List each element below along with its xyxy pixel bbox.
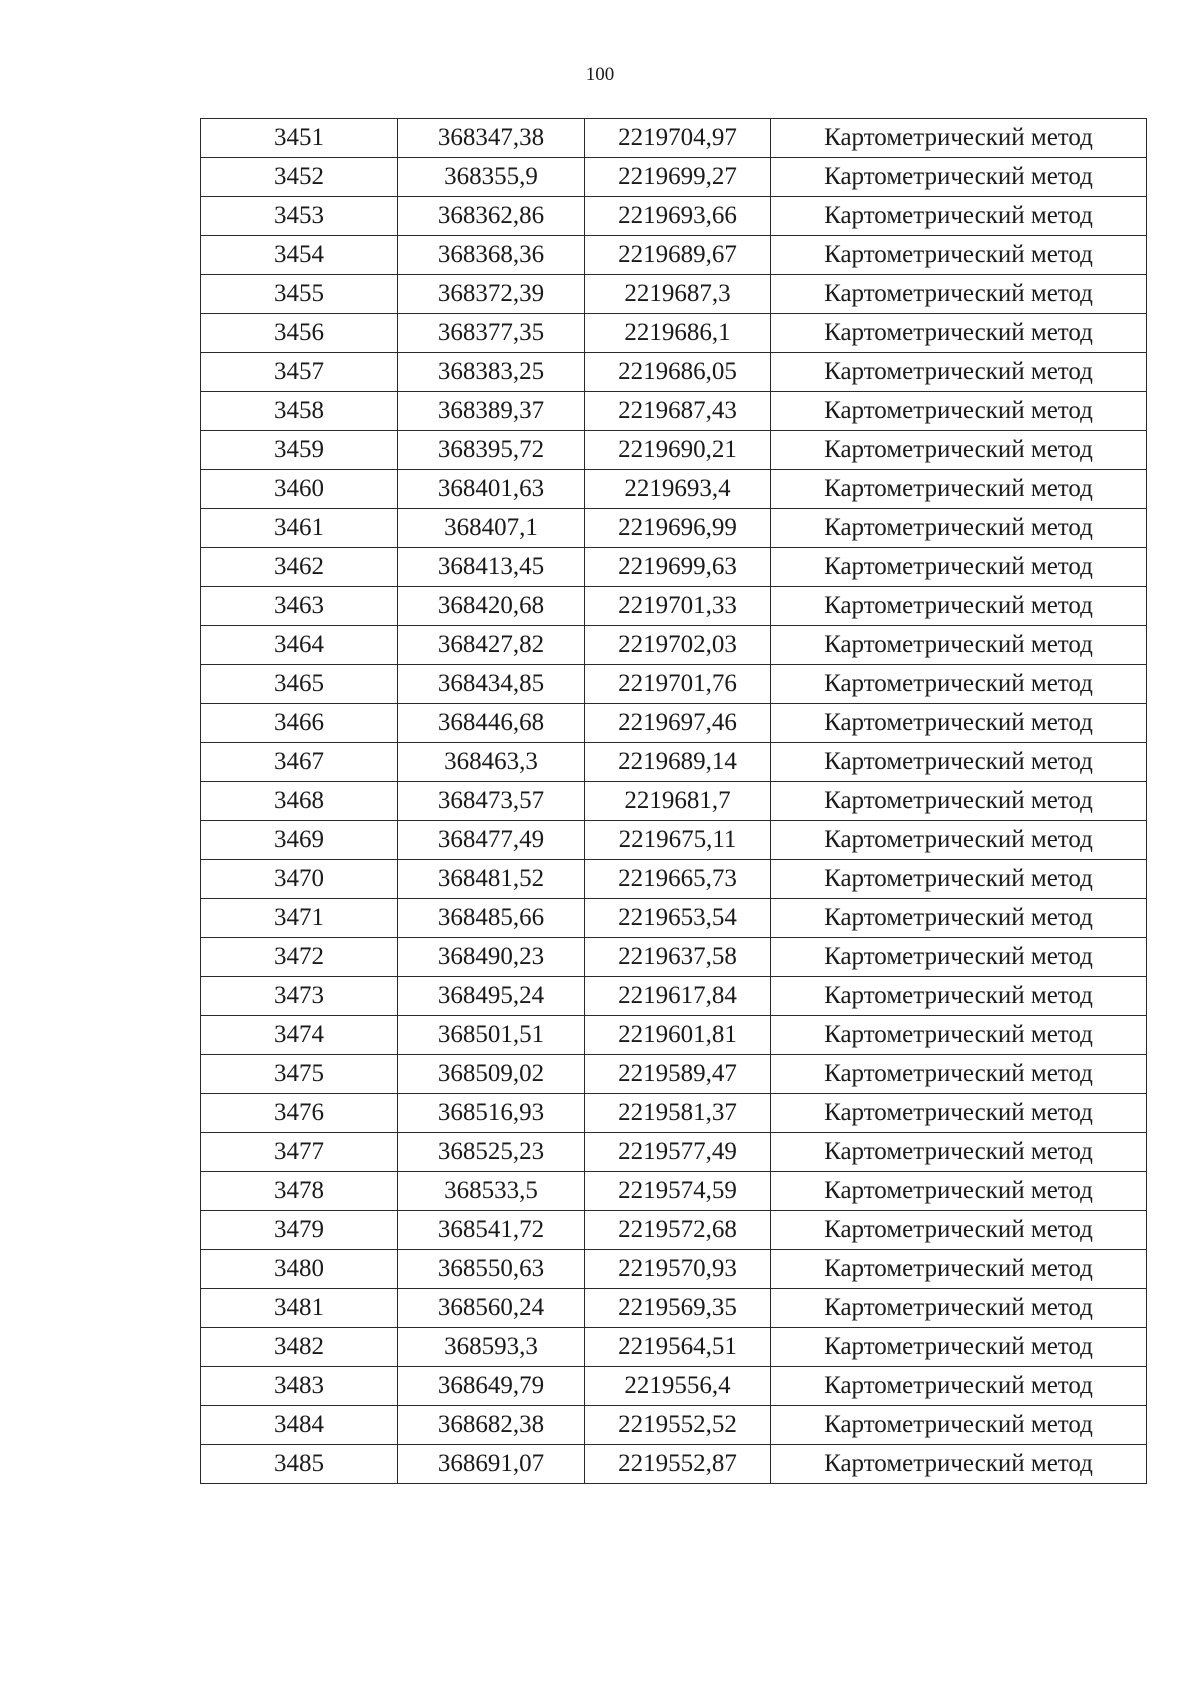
table-row xyxy=(201,353,1147,392)
x-coordinate-cell: 368362,86 xyxy=(398,197,585,236)
method-cell: Картометрический метод xyxy=(771,392,1147,431)
method-cell: Картометрический метод xyxy=(771,353,1147,392)
method-cell: Картометрический метод xyxy=(771,1328,1147,1367)
x-coordinate-cell: 368368,36 xyxy=(398,236,585,275)
y-coordinate-cell: 2219569,35 xyxy=(585,1289,771,1328)
table-row xyxy=(201,470,1147,509)
y-coordinate-cell: 2219697,46 xyxy=(585,704,771,743)
y-coordinate-cell: 2219653,54 xyxy=(585,899,771,938)
y-coordinate-cell: 2219552,52 xyxy=(585,1406,771,1445)
method-cell: Картометрический метод xyxy=(771,236,1147,275)
point-number-cell: 3462 xyxy=(201,548,398,587)
x-coordinate-cell: 368477,49 xyxy=(398,821,585,860)
x-coordinate-cell: 368541,72 xyxy=(398,1211,585,1250)
y-coordinate-cell: 2219675,11 xyxy=(585,821,771,860)
point-number-cell: 3471 xyxy=(201,899,398,938)
point-number-cell: 3469 xyxy=(201,821,398,860)
method-cell: Картометрический метод xyxy=(771,119,1147,158)
y-coordinate-cell: 2219581,37 xyxy=(585,1094,771,1133)
point-number-cell: 3477 xyxy=(201,1133,398,1172)
method-cell: Картометрический метод xyxy=(771,1094,1147,1133)
x-coordinate-cell: 368473,57 xyxy=(398,782,585,821)
point-number-cell: 3466 xyxy=(201,704,398,743)
table-row xyxy=(201,587,1147,626)
y-coordinate-cell: 2219617,84 xyxy=(585,977,771,1016)
point-number-cell: 3480 xyxy=(201,1250,398,1289)
table-row xyxy=(201,392,1147,431)
method-cell: Картометрический метод xyxy=(771,1055,1147,1094)
point-number-cell: 3461 xyxy=(201,509,398,548)
method-cell: Картометрический метод xyxy=(771,821,1147,860)
table-row xyxy=(201,782,1147,821)
table-row xyxy=(201,431,1147,470)
y-coordinate-cell: 2219589,47 xyxy=(585,1055,771,1094)
x-coordinate-cell: 368401,63 xyxy=(398,470,585,509)
table-row xyxy=(201,509,1147,548)
x-coordinate-cell: 368485,66 xyxy=(398,899,585,938)
point-number-cell: 3463 xyxy=(201,587,398,626)
point-number-cell: 3474 xyxy=(201,1016,398,1055)
method-cell: Картометрический метод xyxy=(771,314,1147,353)
method-cell: Картометрический метод xyxy=(771,938,1147,977)
x-coordinate-cell: 368550,63 xyxy=(398,1250,585,1289)
method-cell: Картометрический метод xyxy=(771,860,1147,899)
method-cell: Картометрический метод xyxy=(771,1133,1147,1172)
table-row xyxy=(201,977,1147,1016)
x-coordinate-cell: 368525,23 xyxy=(398,1133,585,1172)
method-cell: Картометрический метод xyxy=(771,743,1147,782)
point-number-cell: 3452 xyxy=(201,158,398,197)
x-coordinate-cell: 368434,85 xyxy=(398,665,585,704)
point-number-cell: 3458 xyxy=(201,392,398,431)
method-cell: Картометрический метод xyxy=(771,275,1147,314)
point-number-cell: 3479 xyxy=(201,1211,398,1250)
y-coordinate-cell: 2219704,97 xyxy=(585,119,771,158)
point-number-cell: 3483 xyxy=(201,1367,398,1406)
point-number-cell: 3482 xyxy=(201,1328,398,1367)
y-coordinate-cell: 2219681,7 xyxy=(585,782,771,821)
table-row xyxy=(201,665,1147,704)
y-coordinate-cell: 2219572,68 xyxy=(585,1211,771,1250)
x-coordinate-cell: 368355,9 xyxy=(398,158,585,197)
y-coordinate-cell: 2219686,1 xyxy=(585,314,771,353)
y-coordinate-cell: 2219699,63 xyxy=(585,548,771,587)
x-coordinate-cell: 368509,02 xyxy=(398,1055,585,1094)
point-number-cell: 3484 xyxy=(201,1406,398,1445)
method-cell: Картометрический метод xyxy=(771,470,1147,509)
point-number-cell: 3476 xyxy=(201,1094,398,1133)
x-coordinate-cell: 368395,72 xyxy=(398,431,585,470)
table-row xyxy=(201,314,1147,353)
table-row xyxy=(201,1250,1147,1289)
coordinates-table-body xyxy=(201,119,1147,1484)
y-coordinate-cell: 2219637,58 xyxy=(585,938,771,977)
x-coordinate-cell: 368490,23 xyxy=(398,938,585,977)
method-cell: Картометрический метод xyxy=(771,899,1147,938)
point-number-cell: 3457 xyxy=(201,353,398,392)
point-number-cell: 3456 xyxy=(201,314,398,353)
method-cell: Картометрический метод xyxy=(771,1250,1147,1289)
method-cell: Картометрический метод xyxy=(771,587,1147,626)
x-coordinate-cell: 368407,1 xyxy=(398,509,585,548)
x-coordinate-cell: 368495,24 xyxy=(398,977,585,1016)
point-number-cell: 3473 xyxy=(201,977,398,1016)
table-row xyxy=(201,1406,1147,1445)
point-number-cell: 3475 xyxy=(201,1055,398,1094)
point-number-cell: 3453 xyxy=(201,197,398,236)
point-number-cell: 3468 xyxy=(201,782,398,821)
point-number-cell: 3467 xyxy=(201,743,398,782)
method-cell: Картометрический метод xyxy=(771,197,1147,236)
table-row xyxy=(201,1328,1147,1367)
table-row xyxy=(201,1094,1147,1133)
y-coordinate-cell: 2219574,59 xyxy=(585,1172,771,1211)
table-row xyxy=(201,1367,1147,1406)
method-cell: Картометрический метод xyxy=(771,977,1147,1016)
x-coordinate-cell: 368691,07 xyxy=(398,1445,585,1484)
y-coordinate-cell: 2219696,99 xyxy=(585,509,771,548)
table-row xyxy=(201,197,1147,236)
x-coordinate-cell: 368501,51 xyxy=(398,1016,585,1055)
x-coordinate-cell: 368481,52 xyxy=(398,860,585,899)
y-coordinate-cell: 2219687,43 xyxy=(585,392,771,431)
y-coordinate-cell: 2219693,4 xyxy=(585,470,771,509)
x-coordinate-cell: 368516,93 xyxy=(398,1094,585,1133)
x-coordinate-cell: 368372,39 xyxy=(398,275,585,314)
method-cell: Картометрический метод xyxy=(771,782,1147,821)
x-coordinate-cell: 368383,25 xyxy=(398,353,585,392)
y-coordinate-cell: 2219689,67 xyxy=(585,236,771,275)
point-number-cell: 3455 xyxy=(201,275,398,314)
y-coordinate-cell: 2219665,73 xyxy=(585,860,771,899)
method-cell: Картометрический метод xyxy=(771,1016,1147,1055)
y-coordinate-cell: 2219552,87 xyxy=(585,1445,771,1484)
point-number-cell: 3470 xyxy=(201,860,398,899)
point-number-cell: 3464 xyxy=(201,626,398,665)
table-row xyxy=(201,158,1147,197)
y-coordinate-cell: 2219689,14 xyxy=(585,743,771,782)
coordinates-table xyxy=(200,118,1147,1484)
method-cell: Картометрический метод xyxy=(771,626,1147,665)
table-row xyxy=(201,1445,1147,1484)
x-coordinate-cell: 368533,5 xyxy=(398,1172,585,1211)
method-cell: Картометрический метод xyxy=(771,704,1147,743)
y-coordinate-cell: 2219690,21 xyxy=(585,431,771,470)
point-number-cell: 3454 xyxy=(201,236,398,275)
y-coordinate-cell: 2219702,03 xyxy=(585,626,771,665)
table-row xyxy=(201,1133,1147,1172)
y-coordinate-cell: 2219687,3 xyxy=(585,275,771,314)
x-coordinate-cell: 368347,38 xyxy=(398,119,585,158)
x-coordinate-cell: 368560,24 xyxy=(398,1289,585,1328)
point-number-cell: 3485 xyxy=(201,1445,398,1484)
x-coordinate-cell: 368682,38 xyxy=(398,1406,585,1445)
table-row xyxy=(201,899,1147,938)
point-number-cell: 3451 xyxy=(201,119,398,158)
x-coordinate-cell: 368389,37 xyxy=(398,392,585,431)
table-row xyxy=(201,821,1147,860)
table-row xyxy=(201,1172,1147,1211)
table-row xyxy=(201,119,1147,158)
x-coordinate-cell: 368420,68 xyxy=(398,587,585,626)
method-cell: Картометрический метод xyxy=(771,1445,1147,1484)
table-row xyxy=(201,743,1147,782)
x-coordinate-cell: 368593,3 xyxy=(398,1328,585,1367)
y-coordinate-cell: 2219701,33 xyxy=(585,587,771,626)
y-coordinate-cell: 2219556,4 xyxy=(585,1367,771,1406)
y-coordinate-cell: 2219577,49 xyxy=(585,1133,771,1172)
method-cell: Картометрический метод xyxy=(771,1289,1147,1328)
x-coordinate-cell: 368446,68 xyxy=(398,704,585,743)
y-coordinate-cell: 2219693,66 xyxy=(585,197,771,236)
table-row xyxy=(201,1211,1147,1250)
method-cell: Картометрический метод xyxy=(771,1211,1147,1250)
point-number-cell: 3481 xyxy=(201,1289,398,1328)
table-row xyxy=(201,860,1147,899)
method-cell: Картометрический метод xyxy=(771,1172,1147,1211)
y-coordinate-cell: 2219564,51 xyxy=(585,1328,771,1367)
point-number-cell: 3465 xyxy=(201,665,398,704)
table-row xyxy=(201,275,1147,314)
y-coordinate-cell: 2219699,27 xyxy=(585,158,771,197)
method-cell: Картометрический метод xyxy=(771,509,1147,548)
table-row xyxy=(201,236,1147,275)
x-coordinate-cell: 368463,3 xyxy=(398,743,585,782)
method-cell: Картометрический метод xyxy=(771,158,1147,197)
table-row xyxy=(201,548,1147,587)
point-number-cell: 3478 xyxy=(201,1172,398,1211)
method-cell: Картометрический метод xyxy=(771,431,1147,470)
page-number: 100 xyxy=(585,64,615,85)
y-coordinate-cell: 2219701,76 xyxy=(585,665,771,704)
table-row xyxy=(201,1016,1147,1055)
point-number-cell: 3472 xyxy=(201,938,398,977)
table-row xyxy=(201,938,1147,977)
table-row xyxy=(201,1289,1147,1328)
y-coordinate-cell: 2219601,81 xyxy=(585,1016,771,1055)
y-coordinate-cell: 2219570,93 xyxy=(585,1250,771,1289)
method-cell: Картометрический метод xyxy=(771,665,1147,704)
x-coordinate-cell: 368413,45 xyxy=(398,548,585,587)
method-cell: Картометрический метод xyxy=(771,548,1147,587)
x-coordinate-cell: 368427,82 xyxy=(398,626,585,665)
method-cell: Картометрический метод xyxy=(771,1367,1147,1406)
point-number-cell: 3460 xyxy=(201,470,398,509)
table-row xyxy=(201,704,1147,743)
x-coordinate-cell: 368649,79 xyxy=(398,1367,585,1406)
method-cell: Картометрический метод xyxy=(771,1406,1147,1445)
table-row xyxy=(201,1055,1147,1094)
y-coordinate-cell: 2219686,05 xyxy=(585,353,771,392)
x-coordinate-cell: 368377,35 xyxy=(398,314,585,353)
table-row xyxy=(201,626,1147,665)
point-number-cell: 3459 xyxy=(201,431,398,470)
